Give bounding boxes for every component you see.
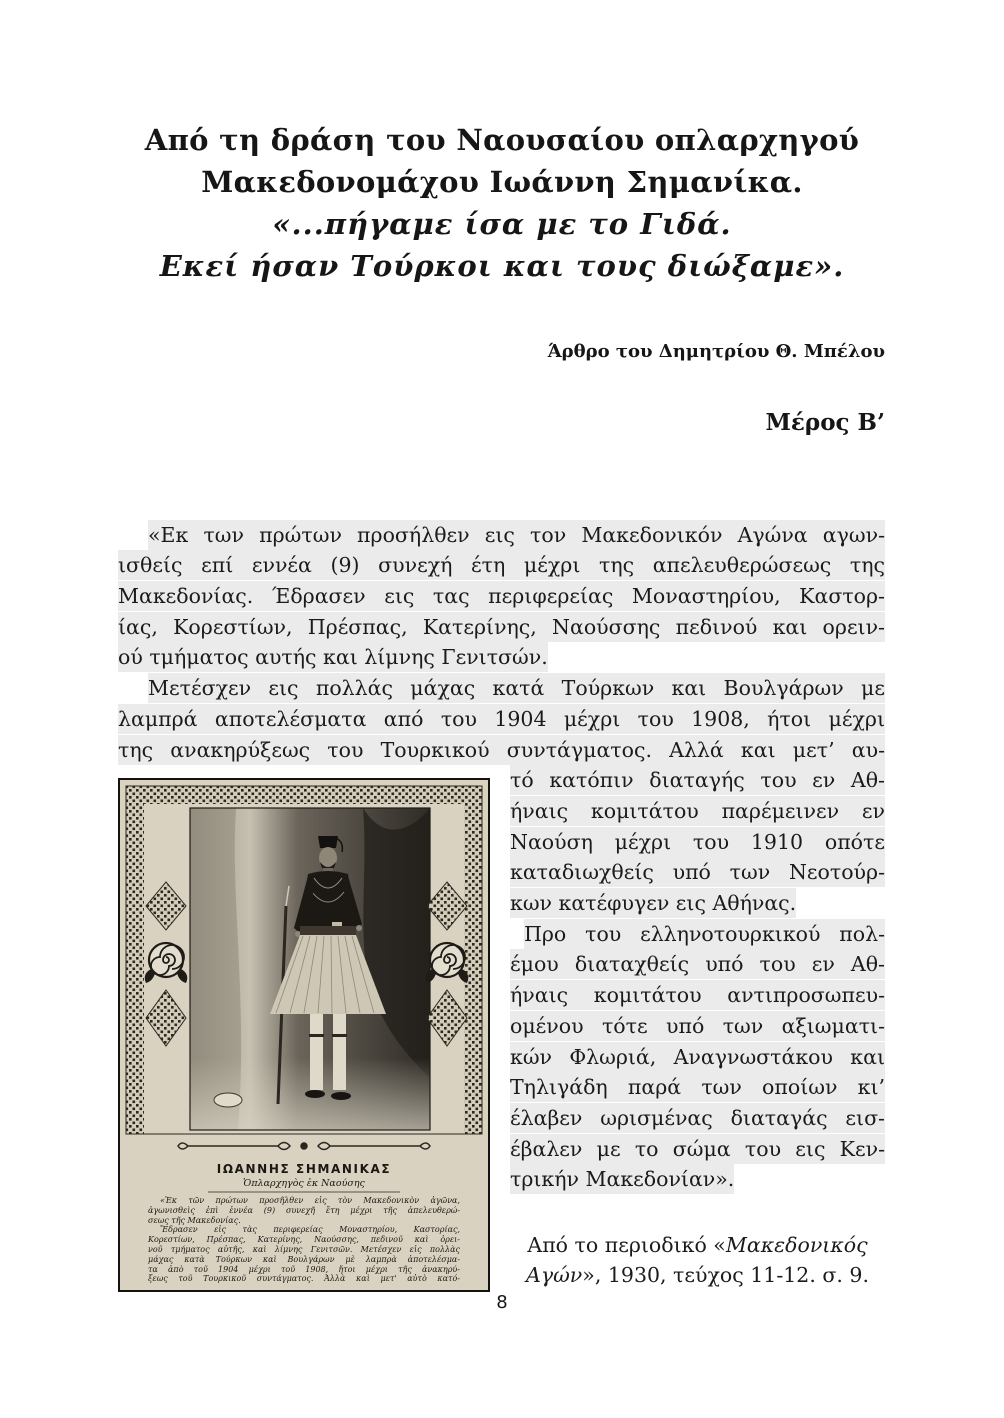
- figure-caption-name: ΙΩΑΝΝΗΣ ΣΗΜΑΝΙΚΑΣ: [216, 1162, 392, 1176]
- part-heading: Μέρος Β’: [765, 409, 885, 436]
- title-quote-line: «...πήγαμε ίσα με το Γιδά.: [272, 207, 732, 241]
- page-number: 8: [496, 1292, 508, 1313]
- source-prefix: Από το περιοδικό «: [527, 1233, 726, 1257]
- body-line: κών Φλωριά, Αναγνωστάκου και: [510, 1042, 885, 1073]
- photo-image: [190, 808, 430, 1130]
- title-quote-line: Εκεί ήσαν Τούρκοι και τους διώξαμε».: [159, 249, 845, 283]
- body-line: τρικήν Μακεδονίαν».: [510, 1164, 885, 1195]
- body-line: καταδιωχθείς υπό των Νεοτούρ-: [510, 857, 885, 888]
- source-line: [505, 1260, 890, 1290]
- body-line: ήναις κομιτάτου αντιπροσωπευ-: [510, 980, 885, 1011]
- body-line: έβαλεν με το σώμα του εις Κεν-: [510, 1134, 885, 1165]
- body-line: Προ του ελληνοτουρκικού πολ-: [510, 919, 885, 950]
- clipping-line: Κορεστίων, Πρέσπας, Κατερίνης, Ναούσσης, πεδινοῦ καὶ ὀρει-: [148, 1235, 460, 1245]
- body-line: «Εκ των πρώτων προσήλθεν εις τον Μακεδονικόν Αγώνα αγων-: [118, 520, 885, 551]
- source-line: [505, 1230, 890, 1260]
- portrait-figure: [118, 778, 490, 1292]
- journal-title: Αγών: [526, 1263, 583, 1287]
- body-line: έλαβεν ωρισμένας διαταγάς εισ-: [510, 1103, 885, 1134]
- body-line: Μετέσχεν εις πολλάς μάχας κατά Τούρκων και Βουλγάρων με: [118, 673, 885, 704]
- body-line: κων κατέφυγεν εις Αθήνας.: [510, 888, 885, 919]
- body-line: ήναις κομιτάτου παρέμεινεν εν: [510, 796, 885, 827]
- body-line: ομένου τότε υπό των αξιωματι-: [510, 1011, 885, 1042]
- author-byline: Άρθρο του Δημητρίου Θ. Μπέλου: [547, 341, 885, 362]
- body-line: λαμπρά αποτελέσματα από του 1904 μέχρι του 1908, ήτοι μέχρι: [118, 704, 885, 735]
- figure-clipping-text: [148, 1196, 460, 1284]
- ornament-left: [145, 882, 187, 1046]
- clipping-line: ἀγωνισθεὶς ἐπὶ ἐννέα (9) συνεχῆ ἔτη μέχρι τῆς ἀπελευθερώ-: [148, 1205, 460, 1215]
- article-title: [0, 119, 1004, 287]
- clipping-line: ξεως τοῦ Τουρκικοῦ συντάγματος. Ἀλλὰ καὶ μετ' αὐτὸ κατό-: [148, 1274, 460, 1284]
- figure-caption-subtitle: Ὁπλαρχηγὸς ἐκ Ναούσης: [243, 1178, 365, 1189]
- clipping-line: σεως τῆς Μακεδονίας.: [148, 1215, 241, 1225]
- body-line: τό κατόπιν διαταγής του εν Αθ-: [510, 765, 885, 796]
- title-line: Μακεδονομάχου Ιωάννη Σημανίκα.: [201, 165, 803, 199]
- source-suffix: », 1930, τεύχος 11-12. σ. 9.: [582, 1263, 869, 1287]
- body-line: Τηλιγάδη παρά των οποίων κι’: [510, 1072, 885, 1103]
- body-line: της ανακηρύξεως του Τουρκικού συντάγματος. Αλλά και μετ’ αυ-: [118, 735, 885, 766]
- clipping-line: τα ἀπὸ τοῦ 1904 μέχρι τοῦ 1908, ἤτοι μέχρι τῆς ἀνακηρύ-: [148, 1264, 460, 1274]
- body-line: ισθείς επί εννέα (9) συνεχή έτη μέχρι της απελευθερώσεως της: [118, 550, 885, 581]
- body-line: Ναούση μέχρι του 1910 οπότε: [510, 827, 885, 858]
- clipping-line: μάχας κατὰ Τούρκων καὶ Βουλγάρων μὲ λαμπρὰ ἀποτελέσμα-: [148, 1254, 460, 1264]
- clipping-line: «Ἐκ τῶν πρώτων προσῆλθεν εἰς τὸν Μακεδονικὸν ἀγῶνα,: [160, 1196, 460, 1205]
- body-narrow-column: [510, 765, 885, 1195]
- body-line: Μακεδονίας. Έδρασεν εις τας περιφερείας Μοναστηρίου, Καστορ-: [118, 581, 885, 612]
- body-line: ίας, Κορεστίων, Πρέσπας, Κατερίνης, Ναούσσης πεδινού και ορειν-: [118, 612, 885, 643]
- title-line: Από τη δράση του Ναουσαίου οπλαρχηγού: [144, 123, 860, 157]
- body-line: ού τμήματος αυτής και λίμνης Γενιτσών.: [118, 642, 885, 673]
- journal-title: Μακεδονικός: [725, 1233, 868, 1257]
- ornament-right: [426, 882, 468, 1046]
- source-citation: [505, 1230, 890, 1290]
- body-line: έμου διαταχθείς υπό του εν Αθ-: [510, 949, 885, 980]
- clipping-line: νοῦ τμήματος αὐτῆς, καὶ λίμνης Γενιτσῶν. Μετέσχεν εἰς πολλὰς: [148, 1244, 460, 1254]
- clipping-line: Ἔδρασεν εἰς τὰς περιφερείας Μοναστηρίου, Καστορίας,: [160, 1225, 460, 1235]
